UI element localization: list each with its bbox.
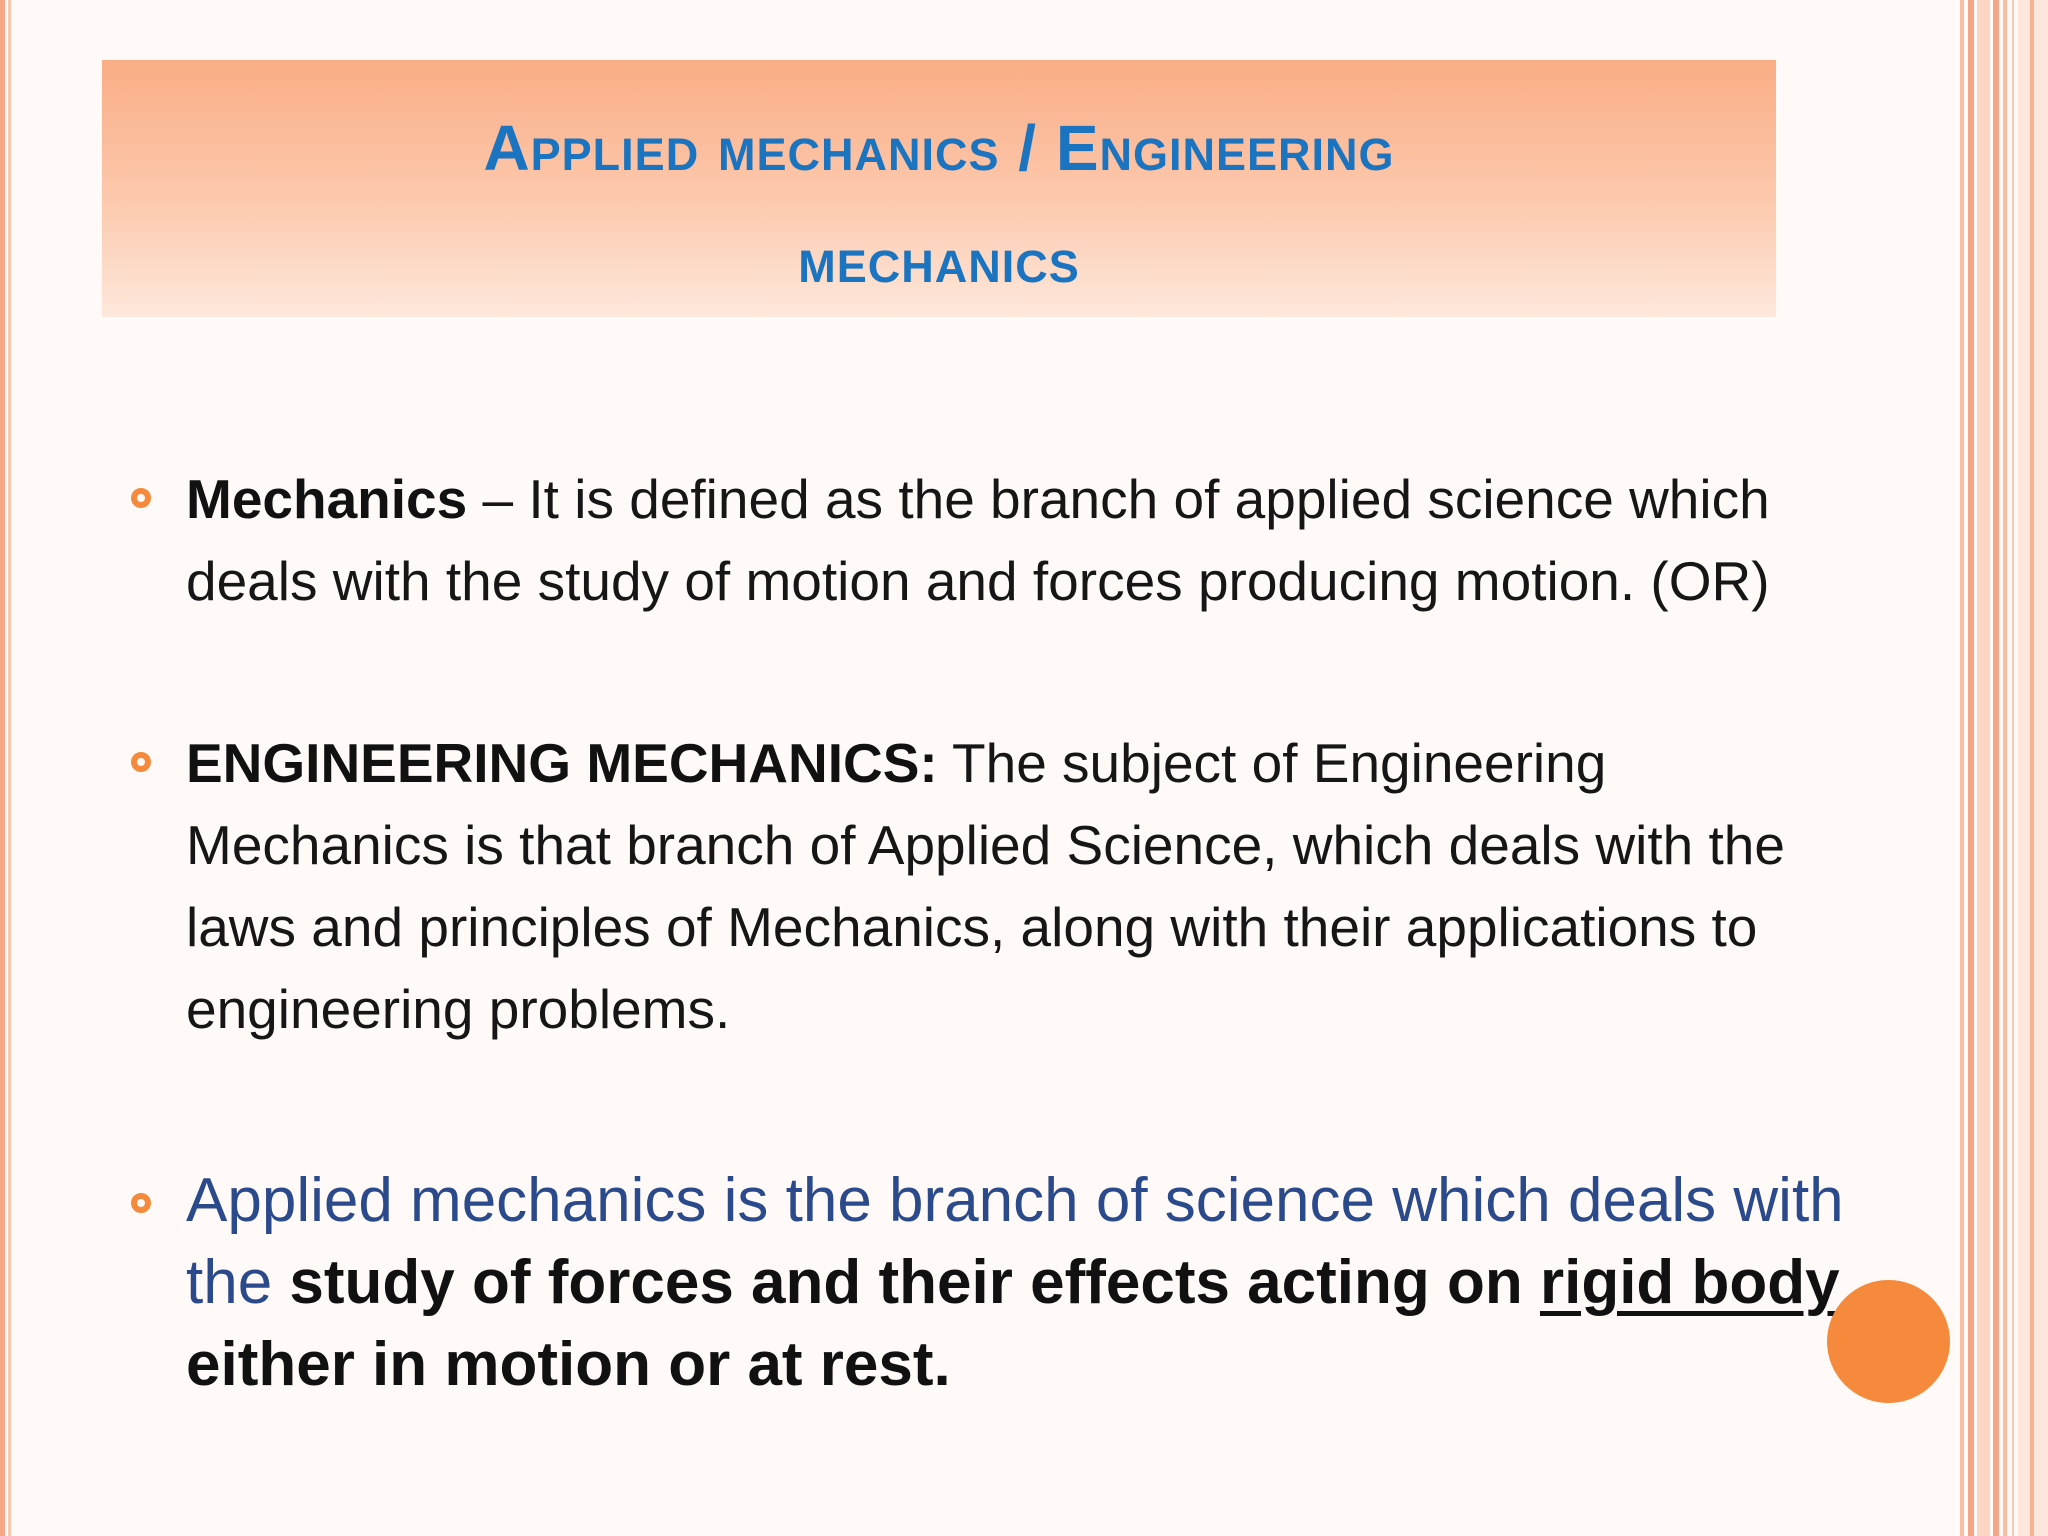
bullet-ring-icon — [131, 1193, 151, 1213]
bullet-text: – It is defined as the branch of applied science which deals with the study of motion and forces producing motion. (OR) — [186, 468, 1770, 612]
bullet-emphasis: study of forces and their effects acting on — [289, 1248, 1540, 1317]
bullet-emphasis-end: either in motion or at rest. — [186, 1330, 951, 1399]
bullet-text: The subject of Engineering Mechanics is that branch of Applied Science, which deals with the laws and principles of Mechanics, along with their applications to engineering problems. — [186, 732, 1785, 1040]
decorative-circle — [1827, 1280, 1950, 1403]
title-line-1: Applied mechanics / Engineering — [483, 112, 1395, 184]
bullet-engineering-mechanics — [186, 722, 1836, 1050]
bullet-mechanics — [186, 458, 1836, 622]
bullet-term: ENGINEERING MECHANICS: — [186, 732, 938, 794]
bullet-ring-icon — [131, 752, 151, 772]
bullet-term: Mechanics — [186, 468, 468, 530]
bullet-ring-icon — [131, 488, 151, 508]
bullet-underlined-term: rigid body — [1539, 1248, 1840, 1317]
title-line-2: mechanics — [798, 224, 1080, 296]
bullet-text: Applied mechanics is the branch of science which deals with the — [186, 1166, 1844, 1317]
bullet-applied-mechanics — [186, 1160, 1906, 1406]
